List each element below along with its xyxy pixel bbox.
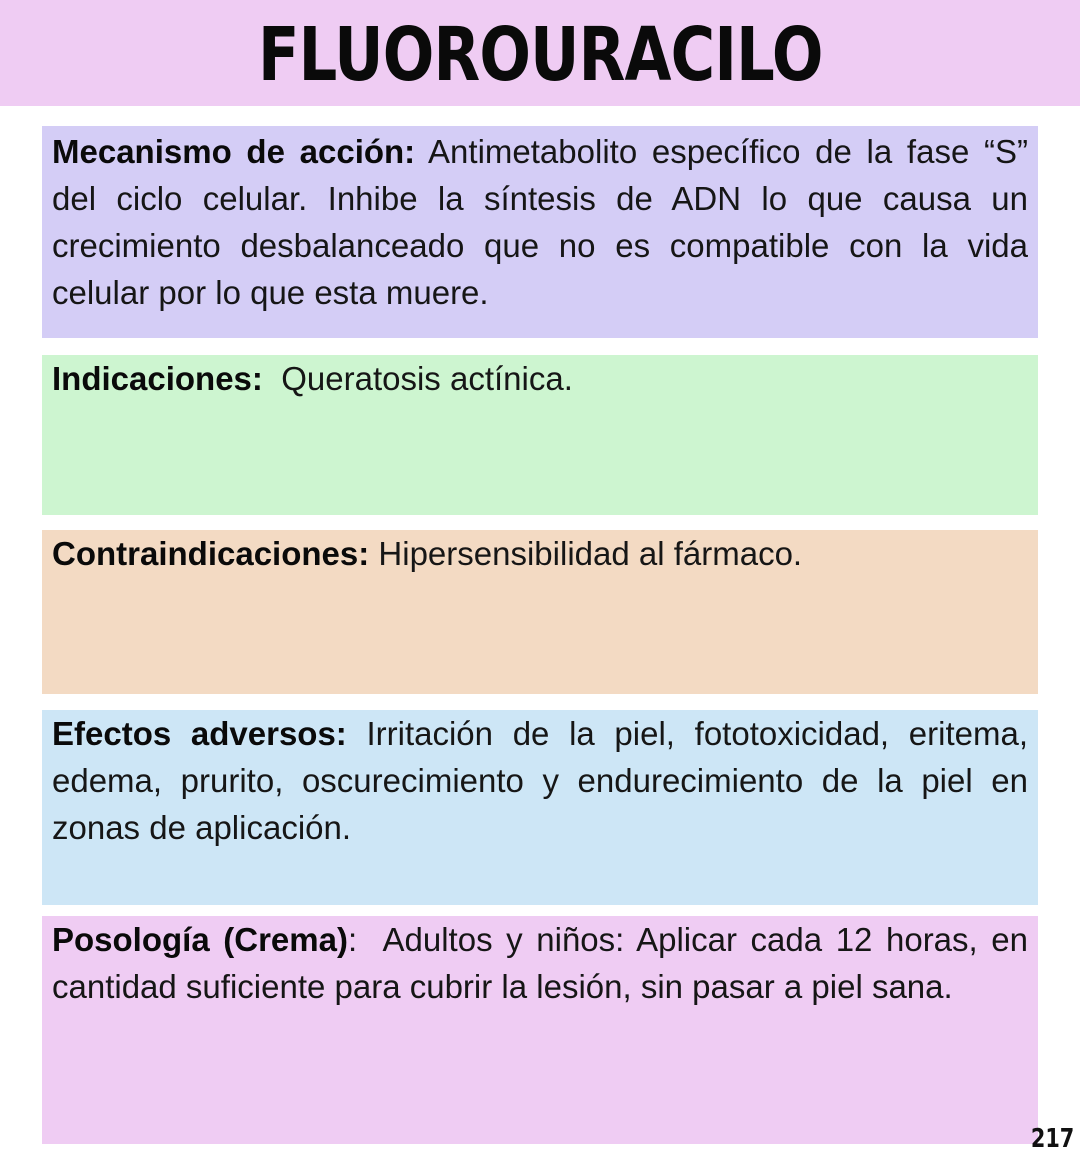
section-contraindicaciones xyxy=(42,530,1038,694)
efectos-label: Efectos adversos: xyxy=(52,715,347,752)
mecanismo-text: Antimetabolito específico de la fase “S” del ciclo celular. Inhibe la síntesis de ADN lo que causa un crecimiento desbalanceado que no es compatible con la vida celular por lo que esta muere. xyxy=(52,133,1028,311)
page-number: 217 xyxy=(1030,1124,1074,1154)
posologia-label: Posología (Crema) xyxy=(52,921,348,958)
mecanismo-label: Mecanismo de acción: xyxy=(52,133,416,170)
title-banner xyxy=(0,0,1080,106)
efectos-text: Irritación de la piel, fototoxicidad, eritema, edema, prurito, oscurecimiento y endurecimiento de la piel en zonas de aplicación. xyxy=(52,715,1028,846)
section-mecanismo xyxy=(42,126,1038,338)
section-posologia xyxy=(42,916,1038,1144)
section-indicaciones xyxy=(42,355,1038,515)
contraindicaciones-label: Contraindicaciones: xyxy=(52,535,370,572)
page-title: FLUOROURACILO xyxy=(257,12,823,98)
indicaciones-text: Queratosis actínica. xyxy=(262,360,573,397)
contraindicaciones-text: Hipersensibilidad al fármaco. xyxy=(369,535,803,572)
section-efectos-adversos xyxy=(42,710,1038,905)
indicaciones-label: Indicaciones: xyxy=(52,360,263,397)
posologia-text: : Adultos y niños: Aplicar cada 12 horas, en cantidad suficiente para cubrir la lesión, sin pasar a piel sana. xyxy=(52,921,1038,1005)
